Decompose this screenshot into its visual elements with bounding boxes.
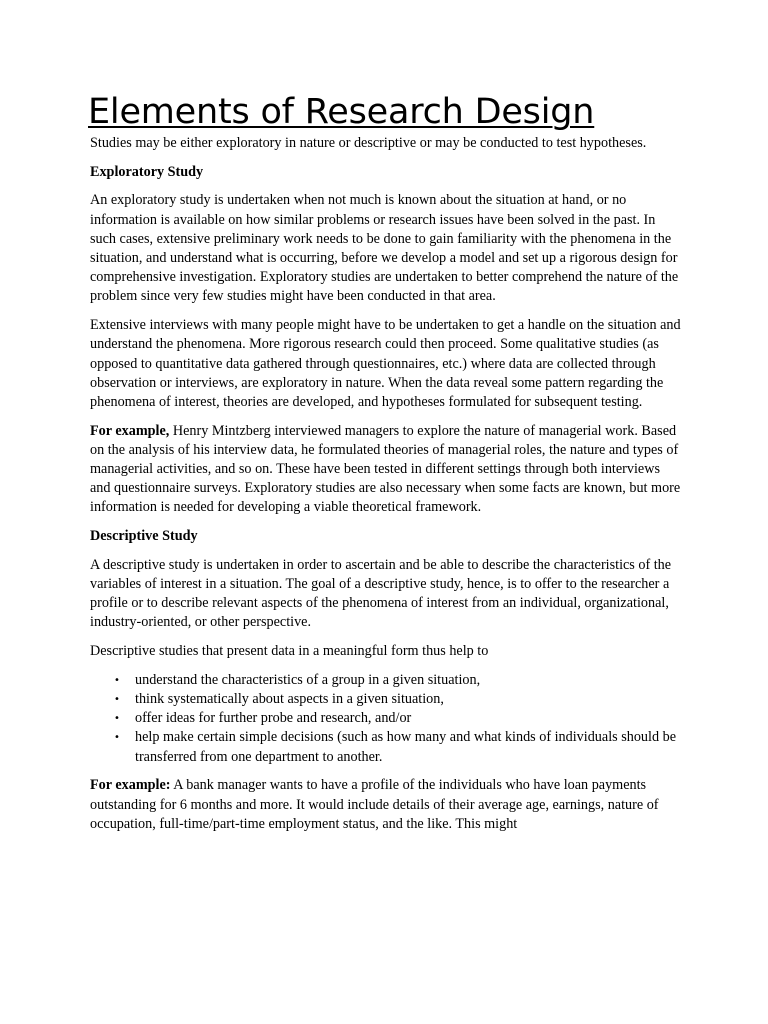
exploratory-heading: Exploratory Study (90, 163, 204, 180)
list-item-text: offer ideas for further probe and research, and/or (135, 710, 412, 727)
descriptive-example-paragraph (90, 776, 682, 834)
descriptive-bullet-list (90, 671, 682, 767)
bullet-icon: • (114, 732, 120, 744)
list-item (90, 728, 682, 766)
descriptive-example-text: A bank manager wants to have a profile of the individuals who have loan payments outstanding for 6 months and more. It would include details of their average age, earnings, nature of occupation, full-time/part-time employment status, and the like. This might (90, 777, 659, 832)
descriptive-paragraph-1: A descriptive study is undertaken in order to ascertain and be able to describe the characteristics of the variables of interest in a situation. The goal of a descriptive study, hence, is to offer to the researcher a profile or to describe relevant aspects of the phenomena of interest from an individual, organizational, industry-oriented, or other perspective. (90, 556, 672, 631)
descriptive-paragraph-2: Descriptive studies that present data in a meaningful form thus help to (90, 643, 489, 660)
list-item-text: help make certain simple decisions (such as how many and what kinds of individuals should be transferred from one department to another. (135, 729, 676, 765)
list-item (90, 671, 682, 690)
list-item-text: understand the characteristics of a group in a given situation, (135, 671, 481, 688)
bullet-icon: • (114, 694, 120, 706)
document-page (90, 92, 682, 844)
exploratory-paragraph-2: Extensive interviews with many people might have to be undertaken to get a handle on the situation and understand the phenomena. More rigorous research could then proceed. Some qualitative studies (as opposed to quantitative data gathered through questionnaires, etc.) where data are collected through observation or interviews, are exploratory in nature. When the data reveal some pattern regarding the phenomena of interest, theories are developed, and hypotheses formulated for subsequent testing. (90, 317, 681, 410)
exploratory-example-lead: For example, (90, 422, 170, 439)
list-item-text: think systematically about aspects in a given situation, (135, 691, 444, 708)
descriptive-heading: Descriptive Study (90, 528, 198, 545)
exploratory-example-text: Henry Mintzberg interviewed managers to explore the nature of managerial work. Based on the analysis of his interview data, he formulated theories of managerial roles, the nature and types of managerial activities, and so on. These have been tested in different settings through both interviews and questionnaire surveys. Exploratory studies are also necessary when some facts are known, but more information is needed for developing a viable theoretical framework. (90, 422, 681, 516)
descriptive-example-lead: For example: (90, 777, 171, 794)
intro-paragraph: Studies may be either exploratory in nature or descriptive or may be conducted to test hypotheses. (90, 135, 647, 151)
page-title: Elements of Research Design (88, 92, 595, 132)
list-item (90, 709, 682, 728)
exploratory-example-paragraph (90, 422, 682, 518)
list-item (90, 690, 682, 709)
bullet-icon: • (114, 674, 120, 686)
exploratory-paragraph-1: An exploratory study is undertaken when not much is known about the situation at hand, or no information is available on how similar problems or research issues have been solved in the past. In such cases, extensive preliminary work needs to be done to gain familiarity with the phenomena in the situation, and understand what is occurring, before we develop a model and set up a rigorous design for comprehensive investigation. Exploratory studies are undertaken to better comprehend the nature of the problem since very few studies might have been conducted in that area. (90, 192, 679, 305)
bullet-icon: • (114, 713, 120, 725)
